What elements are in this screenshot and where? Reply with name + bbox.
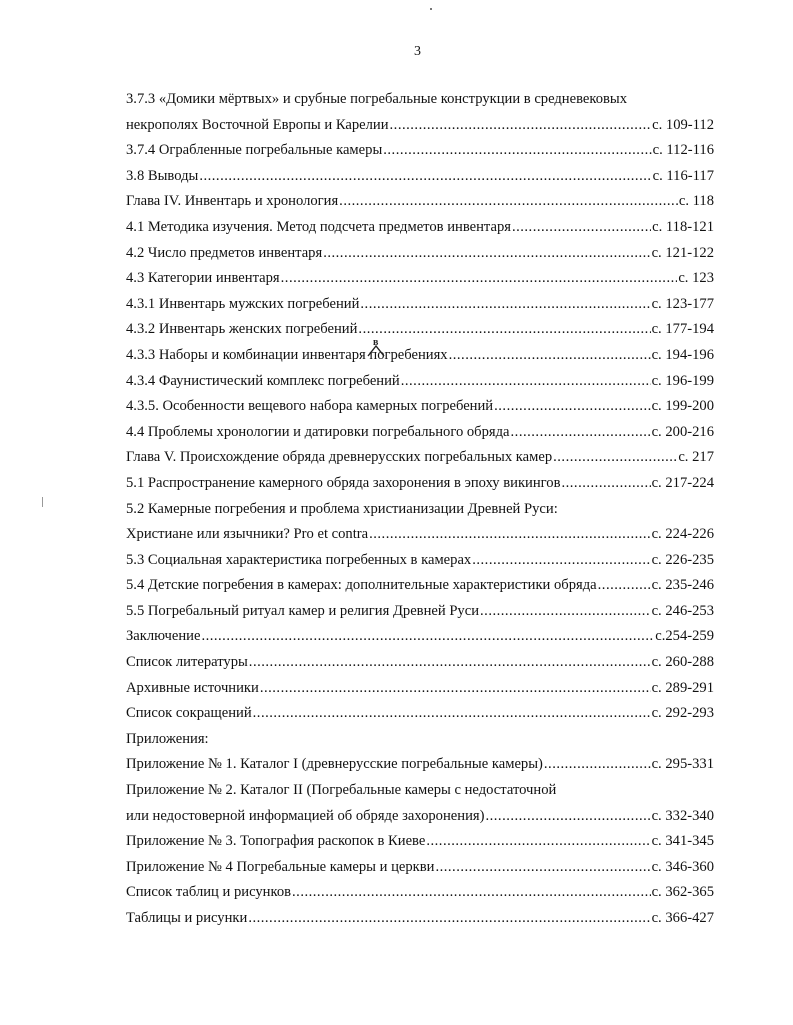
toc-entry-page: с. 341-345 — [651, 833, 714, 850]
toc-entry-title: 4.3.1 Инвентарь мужских погребений — [126, 295, 360, 312]
toc-leader-dots — [323, 245, 650, 262]
toc-entry-title: Список сокращений — [126, 705, 252, 722]
toc-entry-page: с. 200-216 — [651, 423, 714, 440]
toc-entry-title: Приложения: — [126, 730, 209, 747]
toc-entry — [126, 449, 714, 475]
toc-entry-title: 4.3.3 Наборы и комбинации инвентаря погребениях — [126, 346, 448, 363]
toc-entry-title: 4.3.4 Фаунистический комплекс погребений — [126, 372, 400, 389]
toc-entry — [126, 373, 714, 399]
toc-entry-title: 4.1 Методика изучения. Метод подсчета предметов инвентаря — [126, 218, 511, 235]
toc-entry-page: с. 289-291 — [651, 679, 714, 696]
toc-entry — [126, 270, 714, 296]
toc-entry — [126, 296, 714, 322]
toc-entry-title: 5.3 Социальная характеристика погребенных в камерах — [126, 551, 472, 568]
toc-entry — [126, 219, 714, 245]
toc-entry — [126, 347, 714, 373]
toc-entry — [126, 398, 714, 424]
toc-entry — [126, 142, 714, 168]
toc-entry-page: с. 217 — [678, 449, 714, 466]
toc-entry — [126, 526, 714, 552]
toc-entry-page: с. 217-224 — [651, 474, 714, 491]
toc-entry — [126, 654, 714, 680]
toc-entry — [126, 808, 714, 834]
toc-entry-page: с. 177-194 — [651, 321, 714, 338]
toc-entry — [126, 91, 714, 117]
scan-speck — [430, 8, 432, 10]
handwritten-letter: в — [373, 337, 379, 348]
toc-leader-dots — [426, 833, 650, 850]
toc-entry-title: 4.3.2 Инвентарь женских погребений — [126, 321, 358, 338]
toc-entry-title: 4.3.5. Особенности вещевого набора камерных погребений — [126, 398, 494, 415]
toc-entry-page: с. 224-226 — [651, 526, 714, 543]
toc-entry-page: с. 121-122 — [651, 244, 714, 261]
toc-entry — [126, 193, 714, 219]
toc-entry-title: 5.2 Камерные погребения и проблема христианизации Древней Руси: — [126, 500, 558, 517]
toc-entry-title: Список литературы — [126, 654, 248, 671]
toc-entry-title: 5.1 Распространение камерного обряда захоронения в эпоху викингов — [126, 474, 561, 491]
toc-entry — [126, 552, 714, 578]
toc-entry-title: 3.8 Выводы — [126, 167, 199, 184]
toc-entry-page: с. 235-246 — [651, 577, 714, 594]
toc-entry — [126, 603, 714, 629]
toc-entry-page: с. 260-288 — [651, 654, 714, 671]
toc-leader-dots — [201, 628, 654, 645]
toc-entry — [126, 859, 714, 885]
toc-entry-page: с. 362-365 — [651, 884, 714, 901]
toc-leader-dots — [472, 552, 650, 569]
toc-leader-dots — [449, 347, 651, 364]
toc-entry-page: с. 226-235 — [651, 551, 714, 568]
toc-leader-dots — [561, 475, 650, 492]
toc-entry-title: некрополях Восточной Европы и Карелии — [126, 116, 389, 133]
toc-entry — [126, 628, 714, 654]
toc-entry — [126, 475, 714, 501]
toc-entry-title: Христиане или язычники? Pro et contra — [126, 526, 369, 543]
toc-entry — [126, 705, 714, 731]
toc-entry — [126, 782, 714, 808]
toc-leader-dots — [249, 654, 651, 671]
toc-entry-title: Приложение № 1. Каталог I (древнерусские погребальные камеры) — [126, 756, 543, 773]
toc-leader-dots — [253, 705, 651, 722]
toc-entry-page: с. 123-177 — [651, 295, 714, 312]
toc-leader-dots — [292, 884, 651, 901]
toc-entry-page: с. 292-293 — [651, 705, 714, 722]
toc-leader-dots — [248, 910, 650, 927]
toc-entry — [126, 501, 714, 527]
toc-entry — [126, 424, 714, 450]
toc-leader-dots — [401, 373, 651, 390]
toc-entry-title: Приложение № 2. Каталог II (Погребальные камеры с недостаточной — [126, 782, 557, 799]
toc-entry-page: с. 199-200 — [651, 398, 714, 415]
toc-entry — [126, 910, 714, 936]
toc-entry-title: Архивные источники — [126, 679, 259, 696]
toc-entry — [126, 833, 714, 859]
toc-entry-page: с. 112-116 — [652, 142, 714, 159]
toc-entry — [126, 321, 714, 347]
toc-entry-title: 5.5 Погребальный ритуал камер и религия Древней Руси — [126, 602, 480, 619]
toc-entry-title: Приложение № 3. Топография раскопок в Киеве — [126, 833, 426, 850]
toc-leader-dots — [512, 219, 651, 236]
toc-entry-page: с. 246-253 — [651, 602, 714, 619]
toc-entry-title: Приложение № 4 Погребальные камеры и церкви — [126, 858, 435, 875]
toc-entry-page: с. 346-360 — [651, 858, 714, 875]
toc-entry-title: или недостоверной информацией об обряде захоронения) — [126, 807, 485, 824]
toc-leader-dots — [480, 603, 651, 620]
toc-entry-page: с. 109-112 — [652, 116, 714, 133]
toc-leader-dots — [544, 756, 651, 773]
toc-entry-page: с. 123 — [678, 270, 714, 287]
toc-entry-title: Глава V. Происхождение обряда древнерусских погребальных камер — [126, 449, 553, 466]
toc-leader-dots — [511, 424, 651, 441]
table-of-contents — [126, 91, 714, 936]
toc-entry-page: с. 118-121 — [652, 218, 714, 235]
toc-entry-page: с.254-259 — [655, 628, 714, 645]
toc-leader-dots — [199, 168, 651, 185]
toc-entry — [126, 731, 714, 757]
toc-entry-title: Список таблиц и рисунков — [126, 884, 292, 901]
toc-entry-title: 3.7.4 Ограбленные погребальные камеры — [126, 142, 383, 159]
toc-leader-dots — [598, 577, 651, 594]
toc-leader-dots — [485, 808, 650, 825]
toc-entry-page: с. 118 — [678, 193, 714, 210]
toc-leader-dots — [369, 526, 650, 543]
toc-entry-title: 4.2 Число предметов инвентаря — [126, 244, 323, 261]
toc-entry — [126, 756, 714, 782]
toc-entry-title: 4.3 Категории инвентаря — [126, 270, 280, 287]
page-number: 3 — [414, 44, 421, 59]
toc-entry-page: с. 332-340 — [651, 807, 714, 824]
toc-entry-title: Глава IV. Инвентарь и хронология — [126, 193, 339, 210]
toc-leader-dots — [435, 859, 650, 876]
toc-entry-page: с. 366-427 — [651, 910, 714, 926]
toc-entry — [126, 117, 714, 143]
toc-leader-dots — [260, 680, 651, 697]
toc-entry — [126, 577, 714, 603]
toc-leader-dots — [383, 142, 651, 159]
toc-leader-dots — [339, 193, 678, 210]
toc-leader-dots — [553, 449, 677, 466]
toc-leader-dots — [360, 296, 650, 313]
toc-entry-title: 3.7.3 «Домики мёртвых» и срубные погребальные конструкции в средневековых — [126, 91, 628, 107]
toc-entry — [126, 680, 714, 706]
margin-mark — [42, 497, 43, 507]
toc-entry-title: 4.4 Проблемы хронологии и датировки погребального обряда — [126, 423, 510, 440]
toc-entry — [126, 884, 714, 910]
toc-entry-page: с. 116-117 — [652, 167, 714, 184]
toc-entry-title: Заключение — [126, 628, 201, 645]
toc-entry-title: 5.4 Детские погребения в камерах: дополнительные характеристики обряда — [126, 577, 597, 594]
toc-entry-page: с. 194-196 — [651, 346, 714, 363]
toc-leader-dots — [358, 321, 650, 338]
toc-entry — [126, 245, 714, 271]
toc-entry — [126, 168, 714, 194]
toc-leader-dots — [281, 270, 678, 287]
toc-entry-title: Таблицы и рисунки — [126, 910, 248, 926]
toc-leader-dots — [390, 117, 652, 134]
toc-entry-page: с. 196-199 — [651, 372, 714, 389]
toc-entry-page: с. 295-331 — [651, 756, 714, 773]
toc-leader-dots — [494, 398, 650, 415]
